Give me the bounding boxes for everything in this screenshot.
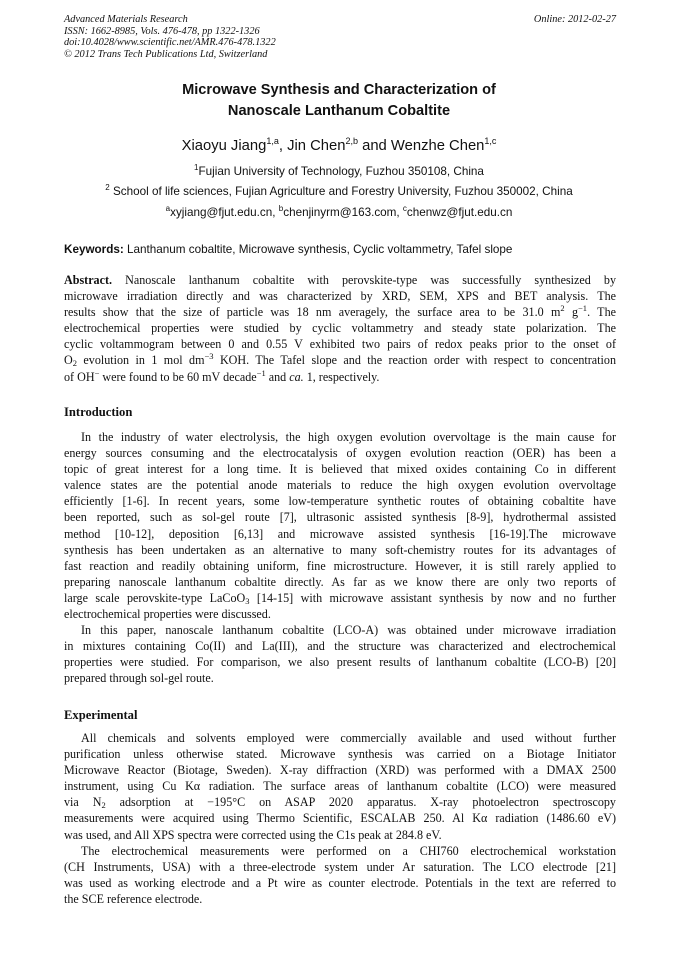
superscript: −3 [204,351,214,362]
author-separator: , [278,138,288,154]
paragraph-line: fast reaction and readily obtaining uniform, fine microstructure. However, it is still rarely applied to [64,558,616,573]
journal-name: Advanced Materials Research [64,14,188,25]
email-address[interactable]: xyjiang@fjut.edu.cn, [170,206,276,219]
subscript: 2 [72,358,77,369]
abstract-line [64,352,616,368]
paragraph-line: been reported, such as sol-gel route [7], ultrasonic assisted synthesis [8-9], hydrothermal assisted [64,510,616,525]
superscript: −1 [256,367,266,378]
experimental-paragraph-2 [64,843,616,907]
paragraph-line: synthesis has been undertaken as an alternative to many soft-chemistry routes for its advantages of [64,542,616,557]
paragraph-line: in mixtures containing Co(II) and La(III), and the structure was characterized and electrochemical [64,639,616,654]
journal-header [64,14,616,60]
journal-issn: ISSN: 1662-8985, Vols. 476-478, pp 1322-1326 [64,25,260,37]
paragraph-line: method [10-12], deposition [6,13] and microwave assisted synthesis [16-19].The microwave [64,526,616,541]
author-list [64,138,614,154]
email-sup: b [278,204,284,214]
abstract-text: results show that the size of particle was 18 nm averagely, the surface area to be 31.0 m [64,305,561,320]
introduction-paragraph-1 [64,429,616,622]
author-separator: and [357,138,391,154]
author-name: Xiaoyu Jiang [181,138,267,154]
paragraph-line: prepared through sol-gel route. [64,671,214,686]
introduction-paragraph-2 [64,622,616,686]
paper-title [64,80,614,122]
paragraph-line: was used as working electrode and a Pt wire as counter electrode. Potentials in the text are referred to [64,876,616,891]
abstract-line [64,272,616,288]
paragraph-line: efficiently [1-6]. In recent years, some low-temperature synthetic routes of obtaining cobaltite have [64,494,616,509]
journal-copyright: © 2012 Trans Tech Publications Ltd, Switzerland [64,48,268,60]
abstract-text: Nanoscale lanthanum cobaltite with perovskite-type was successfully synthesized by [125,273,616,287]
abstract-line [64,304,616,320]
abstract-label: Abstract. [64,273,113,287]
email-address[interactable]: chenjinyrm@163.com, [283,206,400,219]
abstract-italic: ca. [289,369,304,384]
author-affil-sup: 2,b [345,136,358,147]
section-heading-experimental: Experimental [64,708,138,722]
affiliation-text: School of life sciences, Fujian Agriculture and Forestry University, Fuzhou 350002, China [112,185,573,198]
paragraph-text: large scale perovskite-type LaCoO [64,590,246,605]
affiliation-2 [64,185,614,198]
subscript: 3 [245,595,250,606]
paragraph-text: adsorption at −195°C on ASAP 2020 apparatus. X-ray photoelectron spectroscopy [105,795,616,810]
abstract-text: 1, respectively. [303,369,380,384]
paragraph-line: was used, and All XPS spectra were corrected using the C1s peak at 284.8 eV. [64,827,442,842]
superscript: 2 [560,303,565,314]
paragraph-line: electrochemical properties were discussed. [64,607,271,622]
abstract-text: of OH [64,369,95,384]
paragraph-line: instrument, using Cu Kα radiation. The surface areas of lanthanum cobaltite (LCO) were measured [64,779,616,794]
subscript: 2 [101,800,106,811]
author-affil-sup: 1,c [484,136,497,147]
abstract-text: were found to be 60 mV decade [99,369,257,384]
title-line-2: Nanoscale Lanthanum Cobaltite [227,103,451,119]
paragraph-line: All chemicals and solvents employed were commercially available and used without further [81,731,616,745]
abstract-text: and [265,369,290,384]
section-heading-introduction: Introduction [64,405,133,419]
abstract-line: cyclic voltammogram between 0 and 0.55 V exhibited two pairs of redox peaks prior to the onset of [64,337,616,352]
affiliation-number: 1 [194,163,199,173]
keywords [64,243,616,256]
abstract-text: KOH. The Tafel slope and the reaction order with respect to concentration [213,353,616,368]
paragraph-line: measurements were acquired using Thermo Scientific, ESCALAB 250. Al Kα radiation (1486.60 eV) [64,811,616,826]
author-name: Wenzhe Chen [390,138,485,154]
paragraph-line: purification unless otherwise stated. Microwave synthesis was carried on a Biotage Initiator [64,747,616,762]
abstract-line: microwave irradiation directly and was characterized by XRD, SEM, XPS and BET analysis. The [64,289,616,304]
keywords-text: Lanthanum cobaltite, Microwave synthesis, Cyclic voltammetry, Tafel slope [127,243,513,256]
paragraph-line: preparing nanoscale lanthanum cobaltite directly. As far as we know there are only two reports of [64,574,616,589]
online-date: Online: 2012-02-27 [533,14,616,25]
journal-doi: doi:10.4028/www.scientific.net/AMR.476-478.1322 [64,37,276,49]
email-sup: c [402,204,407,214]
abstract [64,272,616,385]
abstract-line [64,369,616,385]
paragraph-line: the SCE reference electrode. [64,892,203,907]
paragraph-line: In the industry of water electrolysis, the high oxygen evolution overvoltage is the main cause for [81,430,616,444]
email-sup: a [165,204,171,214]
superscript: − [94,367,100,378]
paragraph-line [64,794,616,810]
paragraph-text: via N [64,795,102,810]
abstract-text: g [564,305,579,320]
paragraph-line: The electrochemical measurements were performed on a CHI760 electrochemical workstation [81,844,616,858]
paragraph-line [64,590,616,606]
paragraph-line: (CH Instruments, USA) with a three-electrode system under Ar saturation. The LCO electrode [21] [64,860,616,875]
paragraph-line: properties were studied. For comparison, we also present results of lanthanum cobaltite (LCO-B) [20] [64,655,616,670]
paragraph-line: In this paper, nanoscale lanthanum cobaltite (LCO-A) was obtained under microwave irradiation [81,623,616,637]
affiliation-text: Fujian University of Technology, Fuzhou 350108, China [198,165,484,178]
affiliation-number: 2 [105,183,110,193]
affiliation-1 [64,165,614,178]
paragraph-line: Microwave Reactor (Biotage, Sweden). X-ray diffraction (XRD) was performed with a DMAX 2500 [64,763,616,778]
author-name: Jin Chen [287,138,346,154]
paragraph-line: topic of great interest for a long time. It is believed that mixed oxides containing Co in different [64,462,616,477]
abstract-text: O [64,353,73,368]
paragraph-text: [14-15] with microwave assistant synthesis by now and no further [249,590,616,605]
experimental-paragraph-1 [64,730,616,843]
paragraph-line: energy sources consuming and the electrocatalysis of oxygen evolution reaction (OER) has been a [64,446,616,461]
abstract-text: evolution in 1 mol dm [76,353,205,368]
title-line-1: Microwave Synthesis and Characterization of [182,82,496,98]
superscript: −1 [578,303,588,314]
abstract-text: . The [587,305,616,320]
keywords-label: Keywords: [64,243,124,256]
email-list [64,206,614,219]
abstract-line: electrochemical properties were studied by cyclic voltammetry and steady state polarization. The [64,321,616,336]
email-address[interactable]: chenwz@fjut.edu.cn [406,206,513,219]
paragraph-line: valence states are the potential anode materials to reduce the high oxygen evolution overvoltage [64,478,616,493]
author-affil-sup: 1,a [266,136,279,147]
